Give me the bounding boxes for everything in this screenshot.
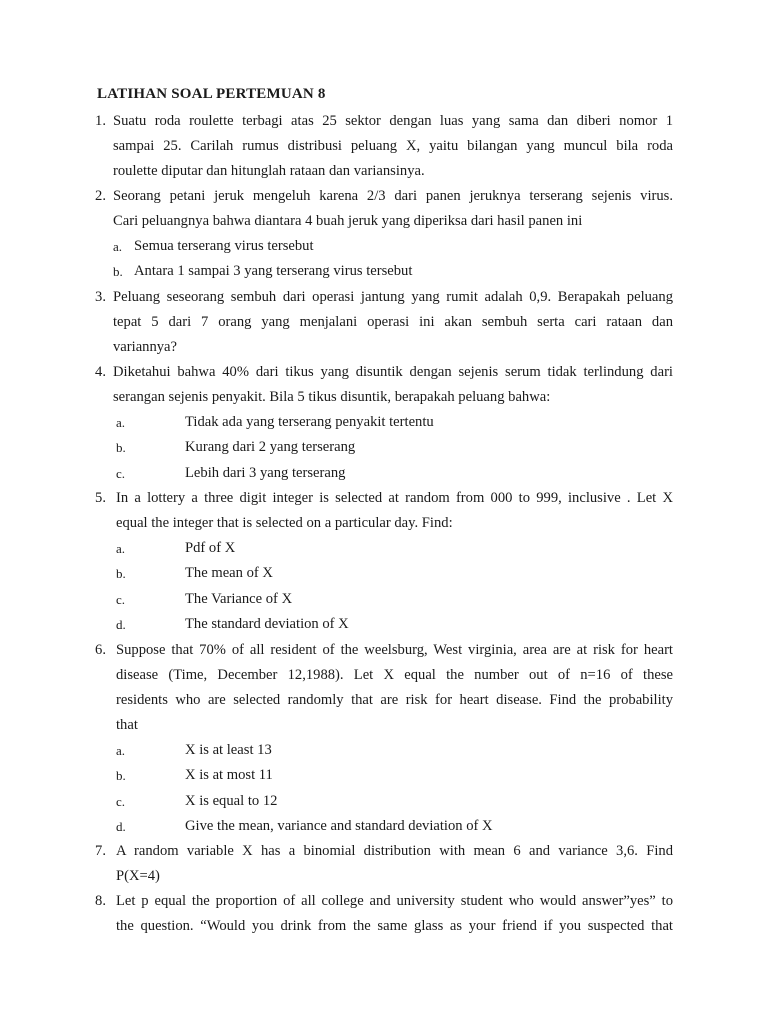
question-6-line-4: that xyxy=(116,717,138,733)
question-4-item-a-letter: a. xyxy=(116,415,126,430)
question-5-item-a-text: Pdf of X xyxy=(185,540,236,556)
question-6-item-d-text: Give the mean, variance and standard deviation of X xyxy=(185,818,493,834)
question-5-item-d-letter: d. xyxy=(116,617,126,632)
question-2-item-b-text: Antara 1 sampai 3 yang terserang virus tersebut xyxy=(134,263,413,279)
question-5-item-b-text: The mean of X xyxy=(185,565,273,581)
question-2-item-a-letter: a. xyxy=(113,239,123,254)
question-6-item-c-letter: c. xyxy=(116,794,126,809)
question-6-item-b-letter: b. xyxy=(116,768,126,783)
question-3-number: 3. xyxy=(95,289,106,305)
question-4-number: 4. xyxy=(95,364,106,380)
question-4-item-a-text: Tidak ada yang terserang penyakit tertentu xyxy=(185,414,434,430)
question-5-item-a-letter: a. xyxy=(116,541,126,556)
question-7-line-1: A random variable X has a binomial distribution with mean 6 and variance 3,6. Find xyxy=(116,843,673,859)
question-5-number: 5. xyxy=(95,490,106,506)
question-6-number: 6. xyxy=(95,642,106,658)
question-1-line-3: roulette diputar dan hitunglah rataan dan variansinya. xyxy=(113,163,425,179)
question-5-line-2: equal the integer that is selected on a particular day. Find: xyxy=(116,515,453,531)
question-5-line-1: In a lottery a three digit integer is selected at random from 000 to 999, inclusive . Let X xyxy=(116,490,673,506)
question-2-item-b-letter: b. xyxy=(113,264,123,279)
question-2-line-2: Cari peluangnya bahwa diantara 4 buah jeruk yang diperiksa dari hasil panen ini xyxy=(113,213,583,229)
question-1-number: 1. xyxy=(95,113,106,129)
question-2-item-a-text: Semua terserang virus tersebut xyxy=(134,238,314,254)
question-1-line-2: sampai 25. Carilah rumus distribusi peluang X, yaitu bilangan yang muncul bila roda xyxy=(113,138,673,154)
question-1-line-1: Suatu roda roulette terbagi atas 25 sektor dengan luas yang sama dan diberi nomor 1 xyxy=(113,113,673,129)
question-6-line-3: residents who are selected randomly that are risk for heart disease. Find the probability xyxy=(116,692,673,708)
question-2-line-1: Seorang petani jeruk mengeluh karena 2/3 dari panen jeruknya terserang sejenis virus. xyxy=(113,188,673,204)
question-6-line-2: disease (Time, December 12,1988). Let X equal the number out of n=16 of these xyxy=(116,667,673,683)
question-8-line-2: the question. “Would you drink from the same glass as your friend if you suspected that xyxy=(116,918,673,934)
question-8-line-1: Let p equal the proportion of all college and university student who would answer”yes” to xyxy=(116,893,673,909)
question-6-line-1: Suppose that 70% of all resident of the weelsburg, West virginia, area are at risk for heart xyxy=(116,642,673,658)
question-6-item-a-letter: a. xyxy=(116,743,126,758)
question-5-item-c-letter: c. xyxy=(116,592,126,607)
question-3-line-3: variannya? xyxy=(113,339,178,355)
question-2-number: 2. xyxy=(95,188,106,204)
question-4-line-2: serangan sejenis penyakit. Bila 5 tikus disuntik, berapakah peluang bahwa: xyxy=(113,389,551,405)
question-7-number: 7. xyxy=(95,843,106,859)
question-4-line-1: Diketahui bahwa 40% dari tikus yang disuntik dengan sejenis serum tidak terlindung dari xyxy=(113,364,673,380)
question-6-item-b-text: X is at most 11 xyxy=(185,767,273,783)
question-6-item-d-letter: d. xyxy=(116,819,126,834)
question-3-line-1: Peluang seseorang sembuh dari operasi jantung yang rumit adalah 0,9. Berapakah peluang xyxy=(113,289,673,305)
question-4-item-b-letter: b. xyxy=(116,440,126,455)
question-6-item-a-text: X is at least 13 xyxy=(185,742,272,758)
question-4-item-b-text: Kurang dari 2 yang terserang xyxy=(185,439,356,455)
question-4-item-c-text: Lebih dari 3 yang terserang xyxy=(185,465,346,481)
question-3-line-2: tepat 5 dari 7 orang yang menjalani operasi ini akan sembuh serta cari rataan dan xyxy=(113,314,673,330)
question-5-item-b-letter: b. xyxy=(116,566,126,581)
page-title: LATIHAN SOAL PERTEMUAN 8 xyxy=(97,86,326,102)
question-5-item-d-text: The standard deviation of X xyxy=(185,616,349,632)
question-7-line-2: P(X=4) xyxy=(116,868,160,884)
question-8-number: 8. xyxy=(95,893,106,909)
question-5-item-c-text: The Variance of X xyxy=(185,591,293,607)
question-4-item-c-letter: c. xyxy=(116,466,126,481)
question-6-item-c-text: X is equal to 12 xyxy=(185,793,278,809)
